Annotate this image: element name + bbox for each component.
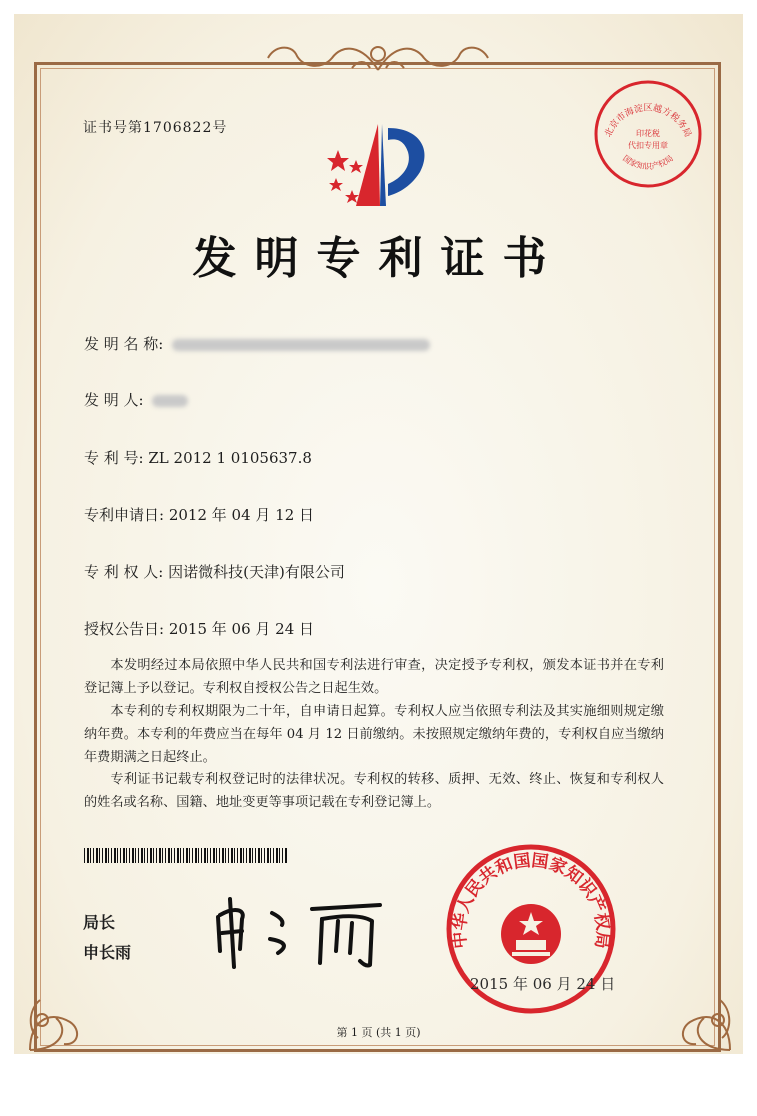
filing-date-row — [84, 504, 314, 525]
filing-date-label: 专利申请日: — [84, 506, 165, 524]
patent-number-label: 专 利 号: — [84, 449, 144, 467]
inventor-redacted — [152, 395, 188, 407]
announcement-date-row — [84, 618, 314, 639]
top-ornament — [262, 40, 494, 76]
announcement-date-label: 授权公告日: — [84, 620, 165, 638]
grant-date-stamp: 2015 年 06 月 24 日 — [470, 975, 616, 993]
director-title: 局长 — [83, 913, 116, 932]
svg-text:国家知识产权局 — [621, 154, 675, 171]
patent-office-logo — [316, 120, 436, 212]
barcode — [84, 848, 288, 863]
tax-stamp-bottom: 国家知识产权局 — [621, 153, 675, 172]
page-margin — [0, 1058, 757, 1116]
paragraph-legal-status: 专利证书记载专利权登记时的法律状况。专利权的转移、质押、无效、终止、恢复和专利权人的姓名或名称、国籍、地址变更等事项记载在专利登记簿上。 — [84, 772, 664, 810]
filing-date-value: 2012 年 04 月 12 日 — [168, 506, 315, 524]
paragraph-term: 本专利的专利权期限为二十年，自申请日起算。专利权人应当依照专利法及其实施细则规定缴纳年费。本专利的年费应当在每年 04 月 12 日前缴纳。未按照规定缴纳年费的，专利权自应当缴纳年费期满之日起终止。 — [84, 704, 664, 765]
certificate-number: 证书号第1706822号 — [83, 120, 228, 136]
invention-name-redacted — [172, 339, 430, 351]
director-signature — [212, 893, 392, 973]
patentee-value: 因诺微科技(天津)有限公司 — [168, 563, 345, 581]
tax-stamp-inner-1: 印花税 — [636, 129, 660, 138]
official-seal-text: 中华人民共和国国家知识产权局 — [449, 850, 613, 950]
patent-number-row — [84, 447, 312, 468]
tax-stamp — [592, 78, 704, 190]
patentee-label: 专 利 权 人: — [84, 563, 164, 581]
announcement-date-value: 2015 年 06 月 24 日 — [168, 620, 315, 638]
director-name: 申长雨 — [83, 943, 132, 962]
page-number: 第 1 页 (共 1 页) — [336, 1026, 421, 1039]
certificate-title: 发明专利证书 — [192, 233, 565, 284]
paragraph-grant: 本发明经过本局依照中华人民共和国专利法进行审查，决定授予专利权，颁发本证书并在专利登记簿上予以登记。专利权自授权公告之日起生效。 — [84, 658, 664, 696]
patentee-row — [84, 561, 345, 582]
invention-name-row — [84, 333, 430, 354]
tax-stamp-inner-2: 代扣专用章 — [628, 141, 668, 150]
corner-ornament-bottom-right — [630, 960, 740, 1060]
patent-number-value: ZL 2012 1 0105637.8 — [148, 449, 312, 467]
inventor-row — [84, 389, 188, 410]
inventor-label: 发 明 人: — [84, 391, 144, 409]
tax-stamp-text: 北京市海淀区越方税务局 — [603, 103, 693, 139]
corner-ornament-bottom-left — [20, 960, 130, 1060]
invention-name-label: 发 明 名 称: — [84, 335, 164, 353]
